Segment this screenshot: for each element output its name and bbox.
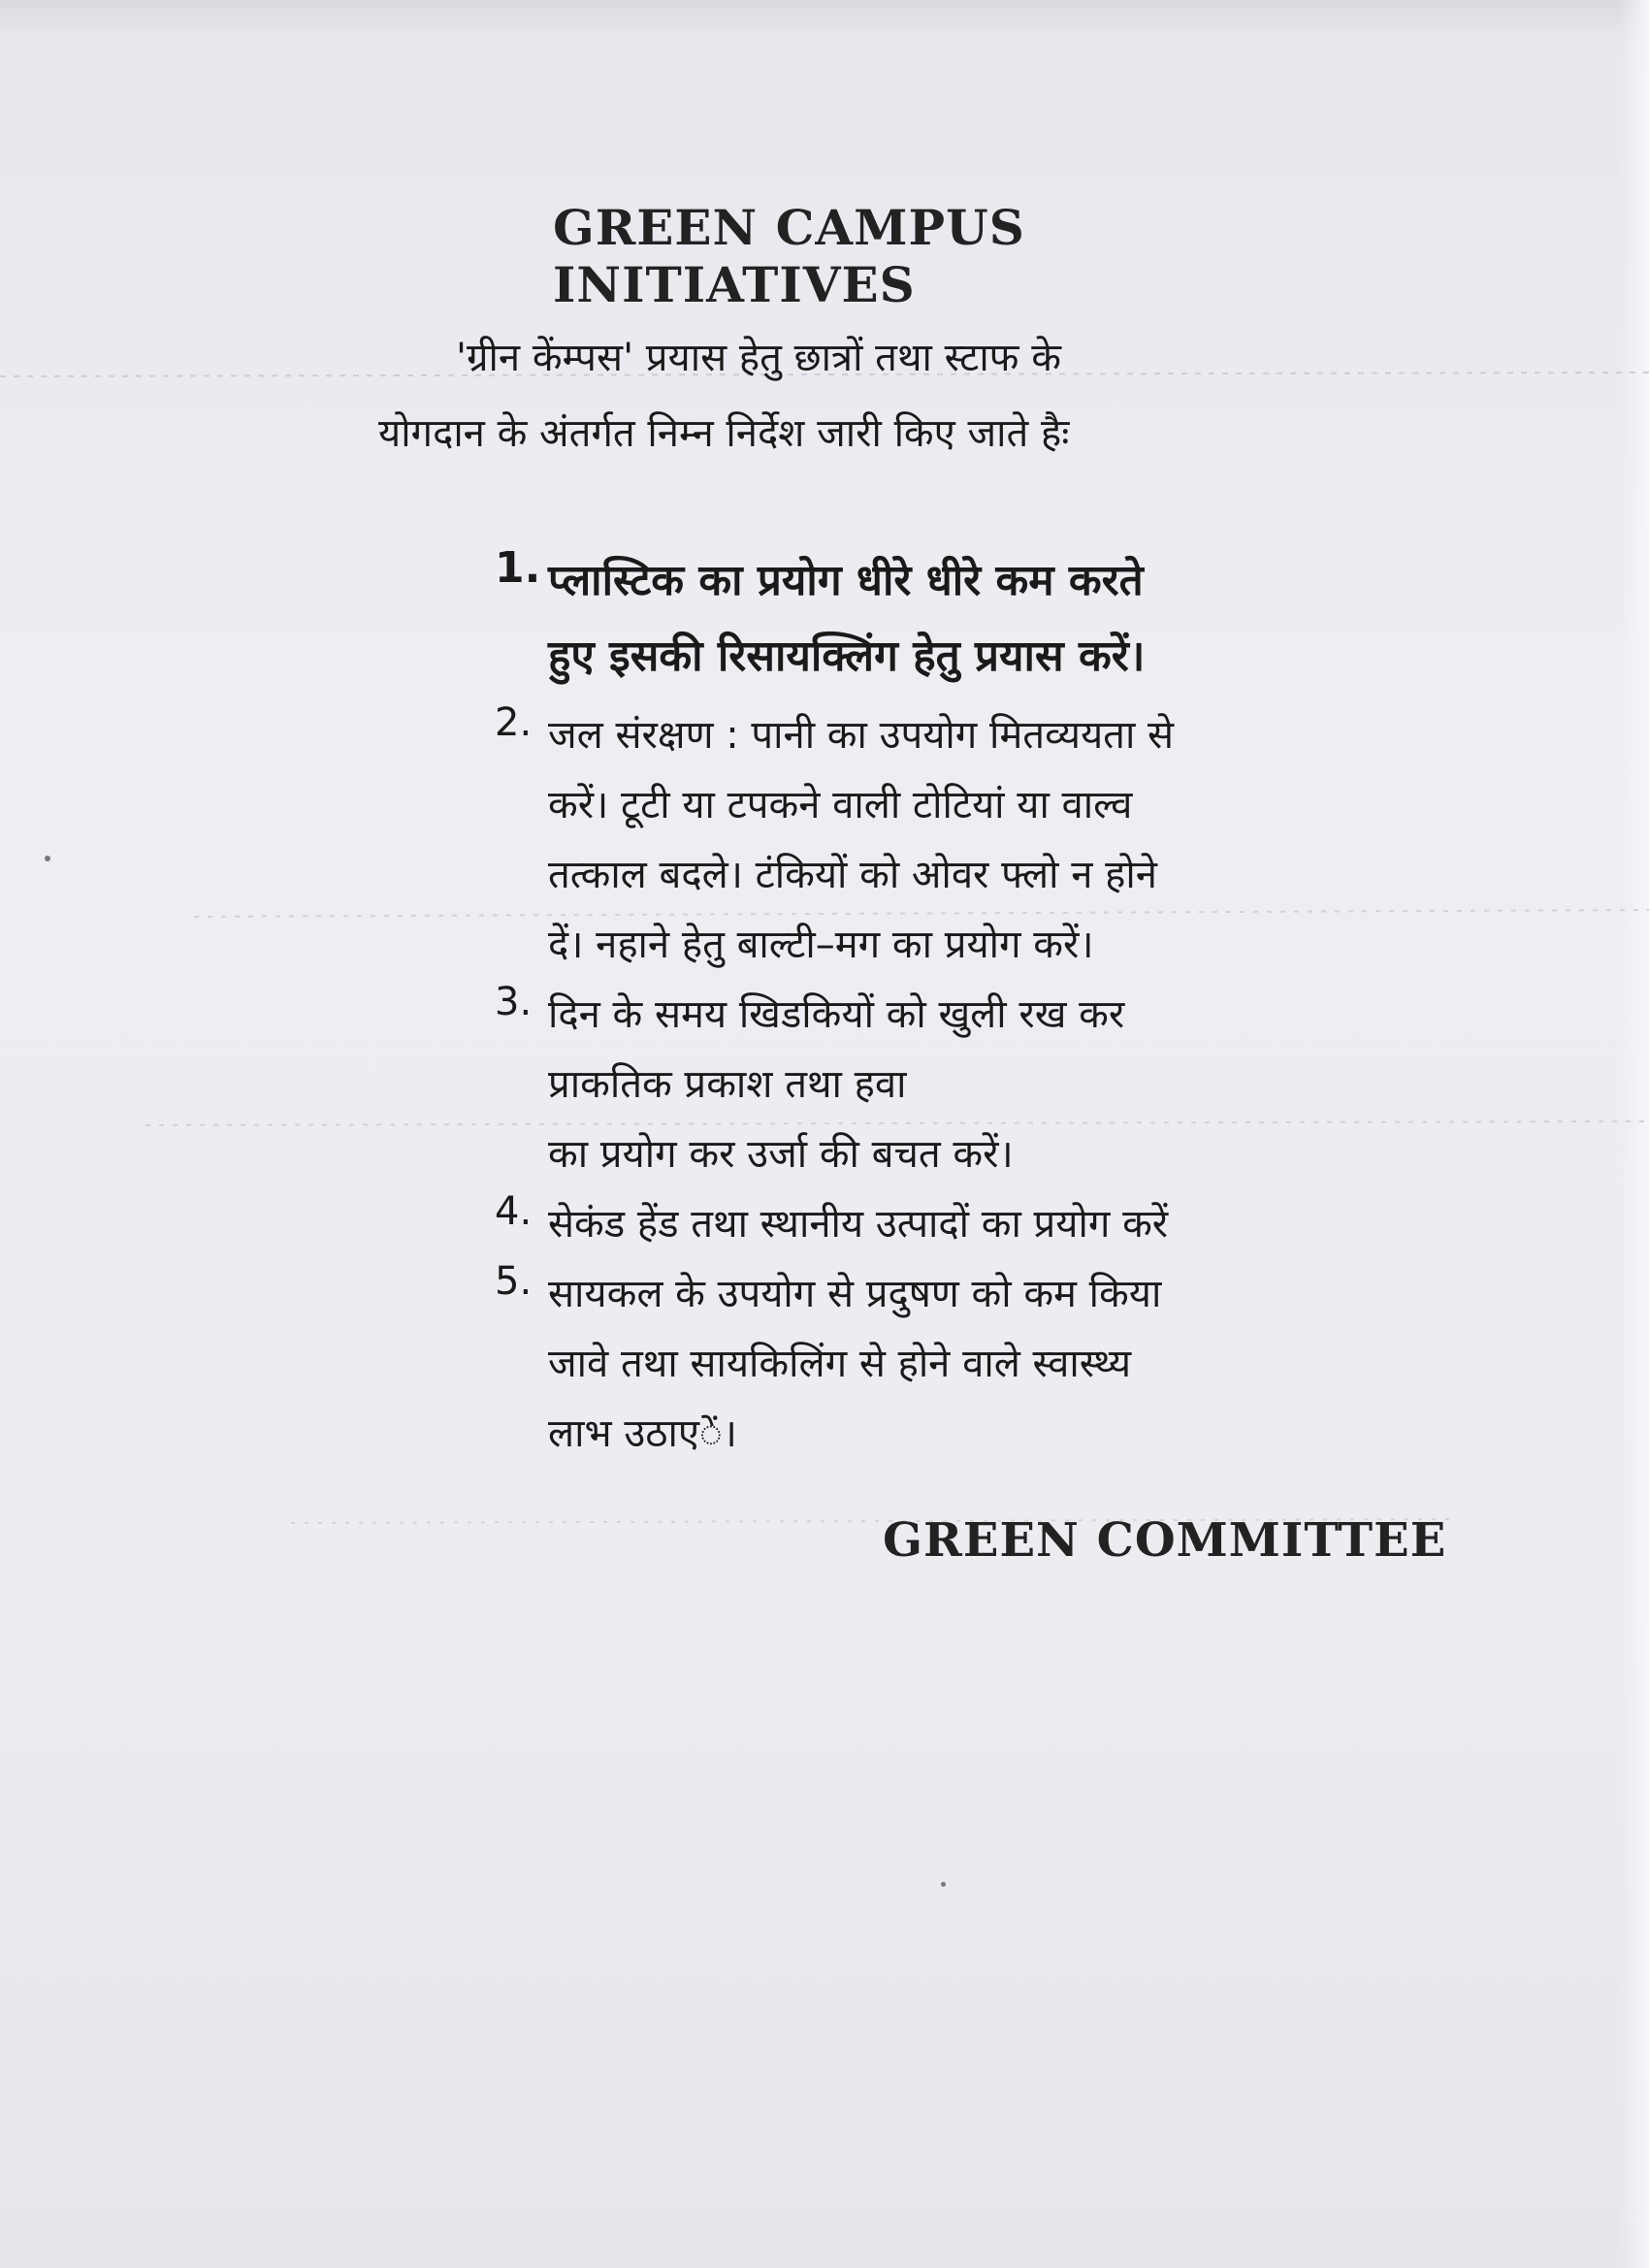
list-item — [495, 1189, 1465, 1259]
list-item-number: 2. — [495, 700, 533, 745]
list-item — [495, 543, 1465, 695]
list-item-line: करें। टूटी या टपकने वाली टोटियां या वाल्व — [548, 783, 1133, 827]
signature-committee: GREEN COMMITTEE — [883, 1513, 1447, 1568]
list-item-line: तत्काल बदले। टंकियों को ओवर फ्लो न होने — [548, 853, 1157, 897]
list-item-number: 5. — [495, 1259, 533, 1304]
list-item — [495, 700, 1465, 980]
list-item-line: दें। नहाने हेतु बाल्टी–मग का प्रयोग करें। — [548, 923, 1094, 967]
list-item-line: दिन के समय खिडकियों को खुली रख कर — [548, 992, 1125, 1037]
list-item-line: का प्रयोग कर उर्जा की बचत करें। — [548, 1132, 1014, 1177]
list-item-line: प्राकतिक प्रकाश तथा हवा — [548, 1062, 907, 1107]
list-item-line: लाभ उठाएें। — [548, 1411, 737, 1456]
list-item-line: जल संरक्षण : पानी का उपयोग मितव्ययता से — [548, 713, 1175, 758]
list-item-number: 1. — [495, 543, 541, 593]
list-item-number: 3. — [495, 980, 533, 1024]
list-item-line: जावे तथा सायकिलिंग से होने वाले स्वास्थ्य — [548, 1342, 1132, 1386]
list-item-line: प्लास्टिक का प्रयोग धीरे धीरे कम करते — [548, 556, 1144, 605]
guideline-list — [495, 543, 1465, 1469]
scan-speck — [941, 1882, 946, 1887]
list-item-line: हुए इसकी रिसायक्लिंग हेतु प्रयास करें। — [548, 632, 1146, 681]
intro-line-1: 'ग्रीन केंम्पस' प्रयास हेतु छात्रों तथा स्टाफ के — [456, 336, 1061, 380]
intro-line-2: योगदान के अंतर्गत निम्न निर्देश जारी किए जाते हैः — [378, 411, 1070, 456]
list-item — [495, 1259, 1465, 1469]
document-title: GREEN CAMPUS INITIATIVES — [553, 199, 1025, 313]
intro-paragraph — [378, 320, 1484, 471]
list-item-line: सायकल के उपयोग से प्रदुषण को कम किया — [548, 1272, 1162, 1316]
scan-speck — [45, 856, 50, 861]
list-item-line: सेकंड हेंड तथा स्थानीय उत्पादों का प्रयोग करें — [548, 1202, 1169, 1247]
list-item-number: 4. — [495, 1189, 533, 1234]
list-item — [495, 980, 1465, 1189]
